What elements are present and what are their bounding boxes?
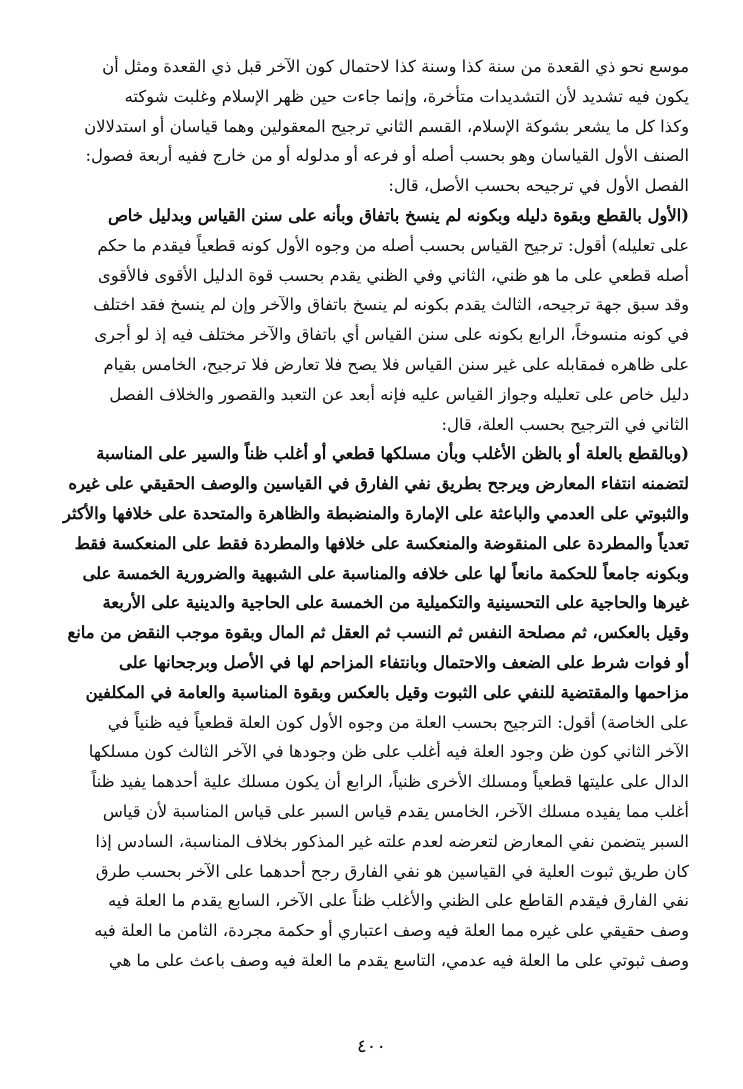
text-line: وكذا كل ما يشعر بشوكة الإسلام، القسم الثاني ترجيح المعقولين وهما قياسان أو استدلالان xyxy=(84,116,689,136)
text-line: يكون فيه تشديد لأن التشديدات متأخرة، وإنما جاءت حين ظهر الإسلام وغلبت شوكته xyxy=(124,86,689,106)
text-line: أغلب مما يفيده مسلك الآخر، الخامس يقدم قياس السبر على قياس المناسبة لأن قياس xyxy=(102,801,689,821)
page-number: ٤٠٠ xyxy=(356,1036,386,1057)
text-line: السبر يتضمن نفي المعارض لتعرضه لعدم علته غير المذكور بخلاف المناسبة، السادس إذا xyxy=(95,831,689,851)
text-line: وبكونه جامعاً للحكمة مانعاً لها على خلافه والمناسبة على الشبهية والضرورية الخمسة على xyxy=(82,563,689,583)
text-line: وصف ثبوتي على ما العلة فيه عدمي، التاسع يقدم ما العلة فيه وصف باعث على ما هي xyxy=(108,950,689,970)
text-line: تعدياً والمطردة على المنقوضة والمنعكسة على خلافها والمطردة فقط على المنعكسة فقط xyxy=(74,533,689,553)
text-line: على ظاهره فمقابله على غير سنن القياس فلا يصح فلا تعارض فلا ترجيح، الخامس بقيام xyxy=(103,354,689,374)
text-line: الفصل الأول في ترجيحه بحسب الأصل، قال: xyxy=(388,176,689,196)
text-line: الدال على عليتها قطعياً ومسلك الأخرى ظنياً، الرابع أن يكون مسلك علية أحدهما يفيد ظناً xyxy=(91,772,689,792)
text-line: على الخاصة) أقول: الترجيح بحسب العلة من وجوه الأول كون العلة قطعياً فيه ظنياً في xyxy=(107,712,689,732)
text-line: دليل خاص على تعليله وجواز القياس عليه فإنه أبعد عن التعبد والقصور والخلاف الفصل xyxy=(109,384,689,404)
text-line: نفي الفارق فيقدم القاطع على الظني والأغلب ظناً على الآخر، السابع يقدم ما العلة فيه xyxy=(107,891,689,911)
text-line: وقيل بالعكس، ثم مصلحة النفس ثم النسب ثم العقل ثم المال وبقوة موجب النقض من مانع xyxy=(67,623,689,643)
text-line: لتضمنه انتفاء المعارض ويرجح بطريق نفي الفارق في القياسين والوصف الحقيقي على غيره xyxy=(68,474,689,494)
text-line: مزاحمها والمقتضية للنفي على الثبوت وقيل بالعكس وبقوة المناسبة والعامة في المكلفين xyxy=(85,682,689,702)
text-line: أو فوات شرط على الضعف والاحتمال وبانتفاء المزاحم لها في الأصل وبرجحانها على xyxy=(118,652,689,672)
text-line: على تعليله) أقول: ترجيح القياس بحسب أصله من وجوه الأول كونه قطعياً فيقدم ما حكم xyxy=(97,235,689,255)
text-line: وصف حقيقي على غيره مما العلة فيه وصف اعتباري أو حكمة مجردة، الثامن ما العلة فيه xyxy=(94,921,689,941)
text-line: في كونه منسوخاً، الرابع بكونه على سنن القياس أي باتفاق والآخر مختلف فيه إذ لو أجرى xyxy=(94,325,689,345)
text-line: كان طريق ثبوت العلية في القياسين هو نفي الفارق رجح أحدهما على الآخر بحسب طرق xyxy=(95,861,689,881)
text-line: (الأول بالقطع وبقوة دليله وبكونه لم ينسخ باتفاق وبأنه على سنن القياس وبدليل خاص xyxy=(107,205,689,225)
text-line: أصله قطعي على ما هو ظني، الثاني وفي الظني يقدم بحسب قوة الدليل الأقوى فالأقوى xyxy=(97,265,689,285)
text-body xyxy=(50,52,689,976)
text-line: الثاني في الترجيح بحسب العلة، قال: xyxy=(441,414,689,434)
text-line: الآخر الثاني كون ظن وجود العلة فيه أغلب على ظن وجودها في الآخر الثالث كون مسلكها xyxy=(88,742,689,762)
text-line: موسع نحو ذي القعدة من سنة كذا وسنة كذا لاحتمال كون الآخر قبل ذي القعدة ومثل أن xyxy=(102,57,689,76)
text-line: والثبوتي على العدمي والباعثة على الإمارة والمنضبطة والظاهرة والمتحدة على خلافها والأكثر xyxy=(62,503,689,523)
text-line: (وبالقطع بالعلة أو بالظن الأغلب وبأن مسلكها قطعي أو أغلب ظناً والسير على المناسبة xyxy=(96,444,689,464)
text-line: غيرها والحاجية على التحسينية والتكميلية من الخمسة على الحاجية والدينية على الأربعة xyxy=(102,593,689,613)
text-line: الصنف الأول القياسان وهو بحسب أصله أو فرعه أو مدلوله أو من خارج ففيه أربعة فصول: xyxy=(85,146,689,166)
text-line: وقد سبق جهة ترجيحه، الثالث يقدم بكونه لم ينسخ باتفاق والآخر وإن لم ينسخ فقد اختلف xyxy=(93,295,689,315)
